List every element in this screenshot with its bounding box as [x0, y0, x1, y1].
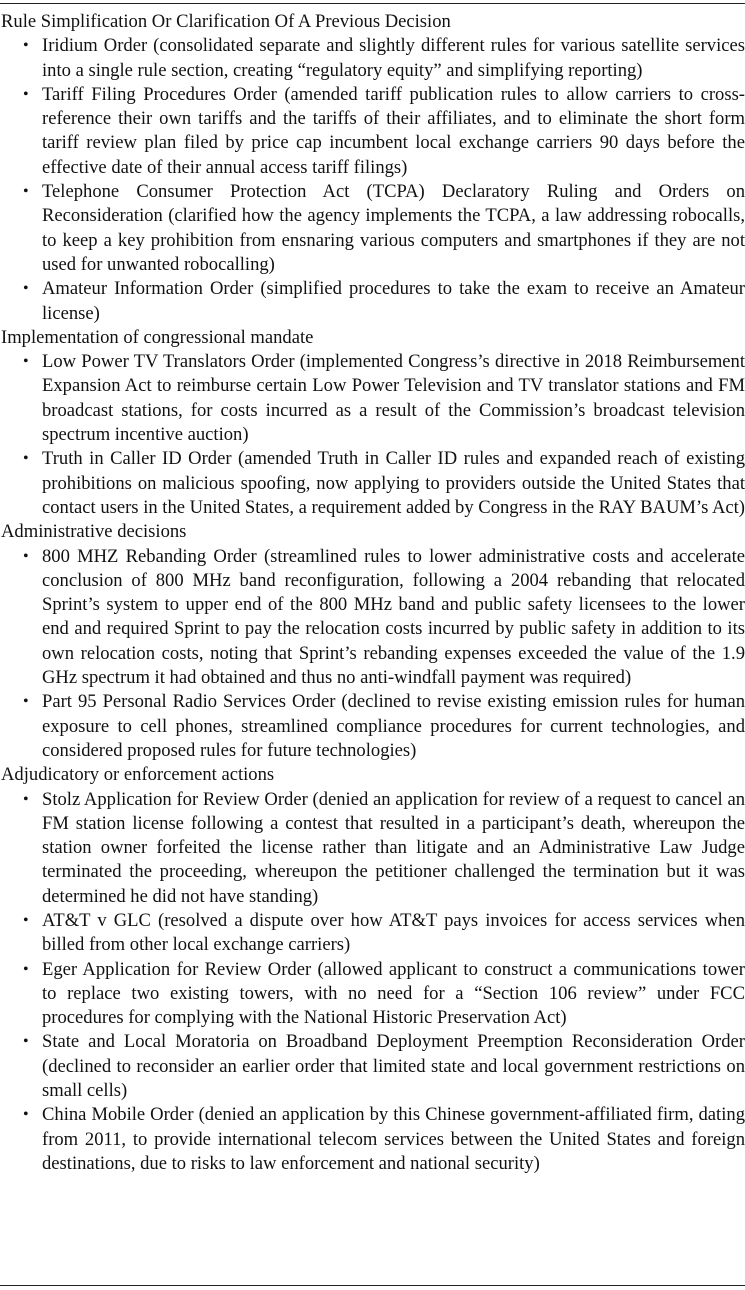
- bullet-icon: •: [23, 85, 29, 103]
- item-text: Eger Application for Review Order (allowed applicant to construct a communications tower to replace two existing towers, with no need for a “Section 106 review” under FCC procedures for complying with the National Historic Preservation Act): [42, 958, 745, 1029]
- bullet-icon: •: [23, 353, 29, 371]
- list-item: [0, 909, 745, 958]
- bottom-rule: [0, 1285, 745, 1286]
- item-text: Iridium Order (consolidated separate and slightly different rules for various satellite services into a single rule section, creating “regulatory equity” and simplifying reporting): [42, 35, 745, 81]
- list-item: [0, 1103, 745, 1176]
- list-item: [0, 350, 745, 447]
- list-item: [0, 34, 745, 83]
- item-text: Truth in Caller ID Order (amended Truth in Caller ID rules and expanded reach of existing prohibitions on malicious spoofing, now applying to providers outside the United States that contact users in the United States, a requirement added by Congress in the RAY BAUM’s Act): [42, 448, 745, 518]
- section-adjudicatory-actions: [0, 763, 745, 1176]
- list-item: [0, 447, 745, 520]
- item-text: Stolz Application for Review Order (denied an application for review of a request to cancel an FM station license following a contest that resulted in a participant’s death, whereupon the station owner forfeited the license rather than litigate and an Administrative Law Judge terminated the proceeding, whereupon the petitioner challenged the termination but it was determined he did not have standing): [42, 788, 745, 907]
- list-item: [0, 1030, 745, 1103]
- list-item: [0, 545, 745, 691]
- bullet-icon: •: [23, 37, 29, 55]
- section-heading: Implementation of congressional mandate: [1, 326, 314, 348]
- bullet-icon: •: [23, 183, 29, 201]
- item-text: Telephone Consumer Protection Act (TCPA) Declaratory Ruling and Orders on Reconsideration (clarified how the agency implements the TCPA, a law addressing robocalls, to keep a key prohibition from ensnaring various computers and smartphones if they are not used for unwanted robocalling): [42, 181, 745, 275]
- section-congressional-mandate: [0, 326, 745, 520]
- item-text: State and Local Moratoria on Broadband Deployment Preemption Reconsideration Order (declined to reconsider an earlier order that limited state and local government restrictions on small cells): [42, 1031, 745, 1102]
- item-text: AT&T v GLC (resolved a dispute over how AT&T pays invoices for access services when billed from other local exchange carriers): [42, 909, 745, 956]
- bullet-icon: •: [23, 1106, 29, 1124]
- top-rule: [0, 3, 745, 4]
- item-text: China Mobile Order (denied an application by this Chinese government-affiliated firm, dating from 2011, to provide international telecom services between the United States and foreign destinations, due to risks to law enforcement and national security): [42, 1104, 745, 1174]
- bullet-icon: •: [23, 1033, 29, 1051]
- bullet-icon: •: [23, 693, 29, 711]
- list-item: [0, 83, 745, 180]
- item-list: [0, 788, 745, 1177]
- item-text: Part 95 Personal Radio Services Order (declined to revise existing emission rules for human exposure to cell phones, streamlined compliance procedures for current technologies, and considered proposed rules for future technologies): [42, 691, 745, 761]
- list-item: [0, 958, 745, 1031]
- item-list: [0, 350, 745, 520]
- item-text: Amateur Information Order (simplified procedures to take the exam to receive an Amateur license): [42, 278, 745, 324]
- item-text: 800 MHZ Rebanding Order (streamlined rules to lower administrative costs and accelerate conclusion of 800 MHz band reconfiguration, following a 2004 rebanding that relocated Sprint’s system to upper end of the 800 MHz band and public safety licensees to the lower end and required Sprint to pay the relocation costs incurred by public safety in addition to its own relocation costs, noting that Sprint’s rebanding expenses exceeded the value of the 1.9 GHz spectrum it had obtained and thus no anti-windfall payment was required): [42, 545, 745, 689]
- section-heading: Rule Simplification Or Clarification Of A Previous Decision: [1, 11, 451, 32]
- item-list: [0, 34, 745, 326]
- section-rule-simplification: [0, 10, 745, 326]
- item-list: [0, 545, 745, 764]
- bullet-icon: •: [23, 280, 29, 298]
- section-administrative-decisions: [0, 520, 745, 763]
- bullet-icon: •: [23, 547, 29, 565]
- list-item: [0, 277, 745, 326]
- list-item: [0, 180, 745, 277]
- list-item: [0, 788, 745, 909]
- table-content: [0, 10, 745, 1176]
- bullet-icon: •: [23, 450, 29, 468]
- item-text: Tariff Filing Procedures Order (amended tariff publication rules to allow carriers to cross-reference their own tariffs and the tariffs of their affiliates, and to eliminate the short form tariff review plan filed by price cap incumbent local exchange carriers 90 days before the effective date of their annual access tariff filings): [42, 83, 745, 178]
- item-text: Low Power TV Translators Order (implemented Congress’s directive in 2018 Reimbursement Expansion Act to reimburse certain Low Power Television and TV translator stations and FM broadcast stations, for costs incurred as a result of the Commission’s broadcast television spectrum incentive auction): [42, 351, 745, 446]
- section-heading: Administrative decisions: [1, 521, 187, 543]
- bullet-icon: •: [23, 960, 29, 978]
- list-item: [0, 690, 745, 763]
- bullet-icon: •: [23, 911, 29, 929]
- bullet-icon: •: [23, 790, 29, 808]
- section-heading: Adjudicatory or enforcement actions: [1, 764, 275, 786]
